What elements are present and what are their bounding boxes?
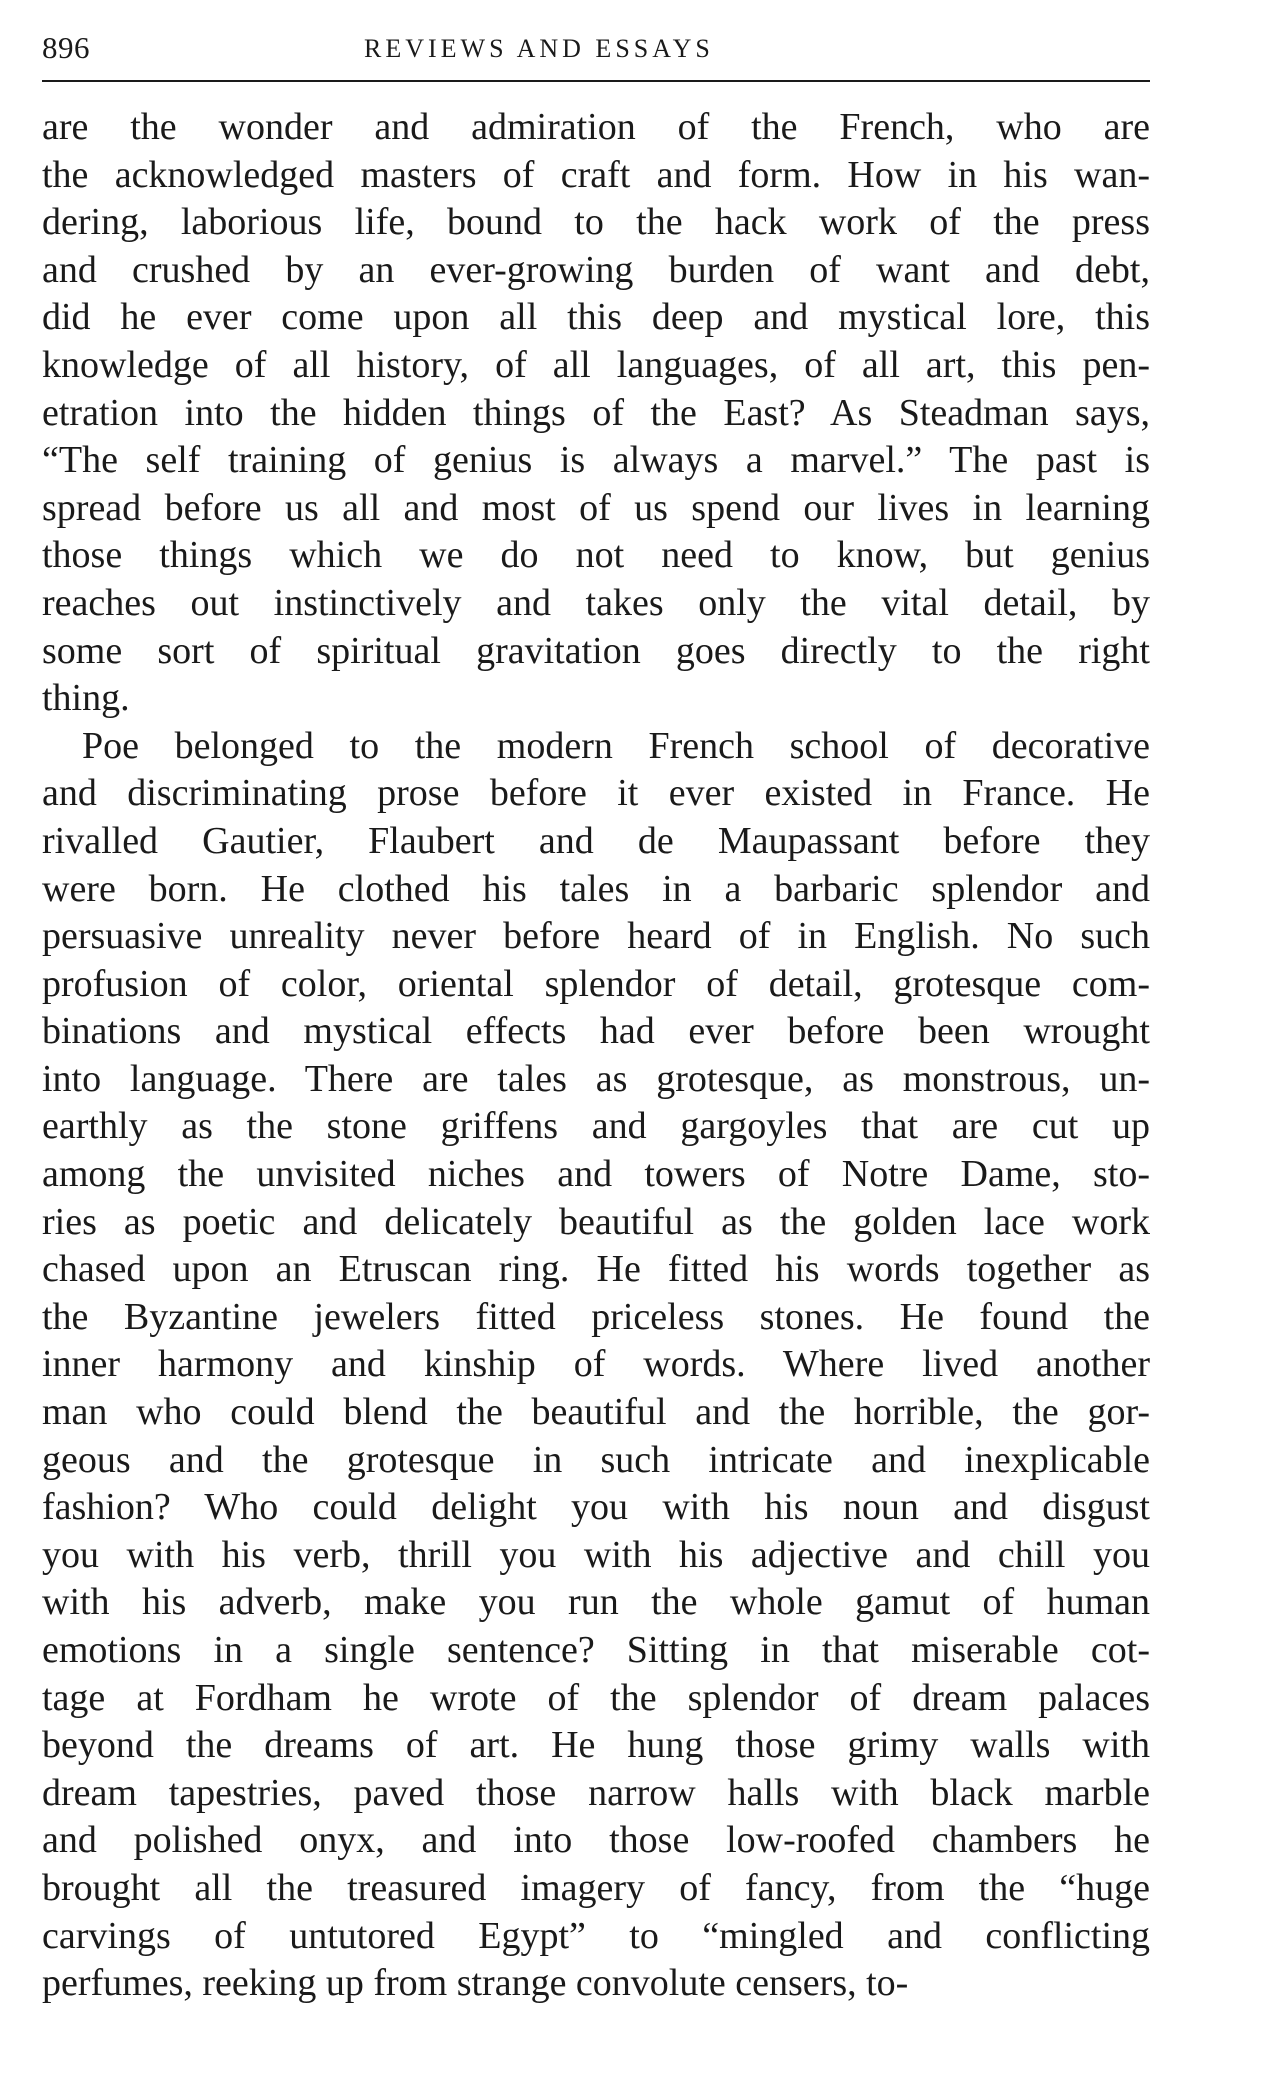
text-line: Poe belonged to the modern French school of decorative: [82, 724, 1150, 767]
text-line: and crushed by an ever-growing burden of want and debt,: [42, 248, 1150, 291]
text-line: emotions in a single sentence? Sitting in that miserable cot-: [42, 1629, 1150, 1671]
page-number: 896: [42, 30, 90, 65]
text-line: reaches out instinctively and takes only the vital detail, by: [42, 581, 1150, 624]
text-line: earthly as the stone griffens and gargoyles that are cut up: [42, 1105, 1150, 1148]
text-line: rivalled Gautier, Flaubert and de Maupassant before they: [42, 819, 1150, 862]
text-line: profusion of color, oriental splendor of detail, grotesque com-: [42, 962, 1150, 1005]
text-line: etration into the hidden things of the East? As Steadman says,: [42, 391, 1150, 434]
text-line: the acknowledged masters of craft and form. How in his wan-: [42, 153, 1150, 196]
text-line: fashion? Who could delight you with his noun and disgust: [42, 1486, 1150, 1529]
text-line: persuasive unreality never before heard of in English. No such: [42, 915, 1150, 958]
text-line: binations and mystical effects had ever before been wrought: [42, 1010, 1150, 1053]
text-line: and polished onyx, and into those low-roofed chambers he: [42, 1819, 1150, 1862]
text-line: man who could blend the beautiful and the horrible, the gor-: [42, 1391, 1150, 1434]
text-line: into language. There are tales as grotesque, as monstrous, un-: [42, 1057, 1150, 1100]
text-line: among the unvisited niches and towers of Notre Dame, sto-: [42, 1153, 1150, 1196]
text-line: tage at Fordham he wrote of the splendor of dream palaces: [42, 1676, 1150, 1719]
text-line: dering, laborious life, bound to the hack work of the press: [42, 201, 1150, 244]
text-line: inner harmony and kinship of words. Where lived another: [42, 1343, 1150, 1386]
header-rule: [42, 80, 1150, 82]
text-line: and discriminating prose before it ever existed in France. He: [42, 772, 1150, 815]
text-line: spread before us all and most of us spend our lives in learning: [42, 486, 1150, 529]
text-line: knowledge of all history, of all languages, of all art, this pen-: [42, 343, 1150, 386]
text-line: with his adverb, make you run the whole gamut of human: [42, 1581, 1150, 1624]
text-line: beyond the dreams of art. He hung those grimy walls with: [42, 1724, 1150, 1767]
text-line: you with his verb, thrill you with his adjective and chill you: [42, 1533, 1150, 1576]
page-header: [42, 24, 1150, 72]
text-line: dream tapestries, paved those narrow halls with black marble: [42, 1771, 1150, 1814]
paragraph: [42, 104, 1150, 723]
text-line: thing.: [42, 677, 130, 720]
text-line: perfumes, reeking up from strange convolute censers, to-: [42, 1962, 909, 2005]
paragraph: [42, 723, 1150, 2008]
text-line: geous and the grotesque in such intricate and inexplicable: [42, 1438, 1150, 1481]
text-line: are the wonder and admiration of the French, who are: [42, 106, 1150, 148]
text-line: brought all the treasured imagery of fancy, from the “huge: [42, 1866, 1150, 1909]
text-line: chased upon an Etruscan ring. He fitted his words together as: [42, 1248, 1150, 1291]
body-text: [42, 104, 1150, 2008]
text-line: ries as poetic and delicately beautiful as the golden lace work: [42, 1200, 1150, 1243]
text-line: carvings of untutored Egypt” to “mingled and conflicting: [42, 1914, 1150, 1957]
text-line: were born. He clothed his tales in a barbaric splendor and: [42, 867, 1150, 910]
text-line: those things which we do not need to know, but genius: [42, 534, 1150, 577]
text-line: did he ever come upon all this deep and mystical lore, this: [42, 296, 1150, 339]
text-line: the Byzantine jewelers fitted priceless stones. He found the: [42, 1295, 1150, 1338]
text-line: some sort of spiritual gravitation goes directly to the right: [42, 629, 1150, 672]
running-head: REVIEWS AND ESSAYS: [364, 34, 714, 63]
text-line: “The self training of genius is always a marvel.” The past is: [42, 439, 1150, 482]
